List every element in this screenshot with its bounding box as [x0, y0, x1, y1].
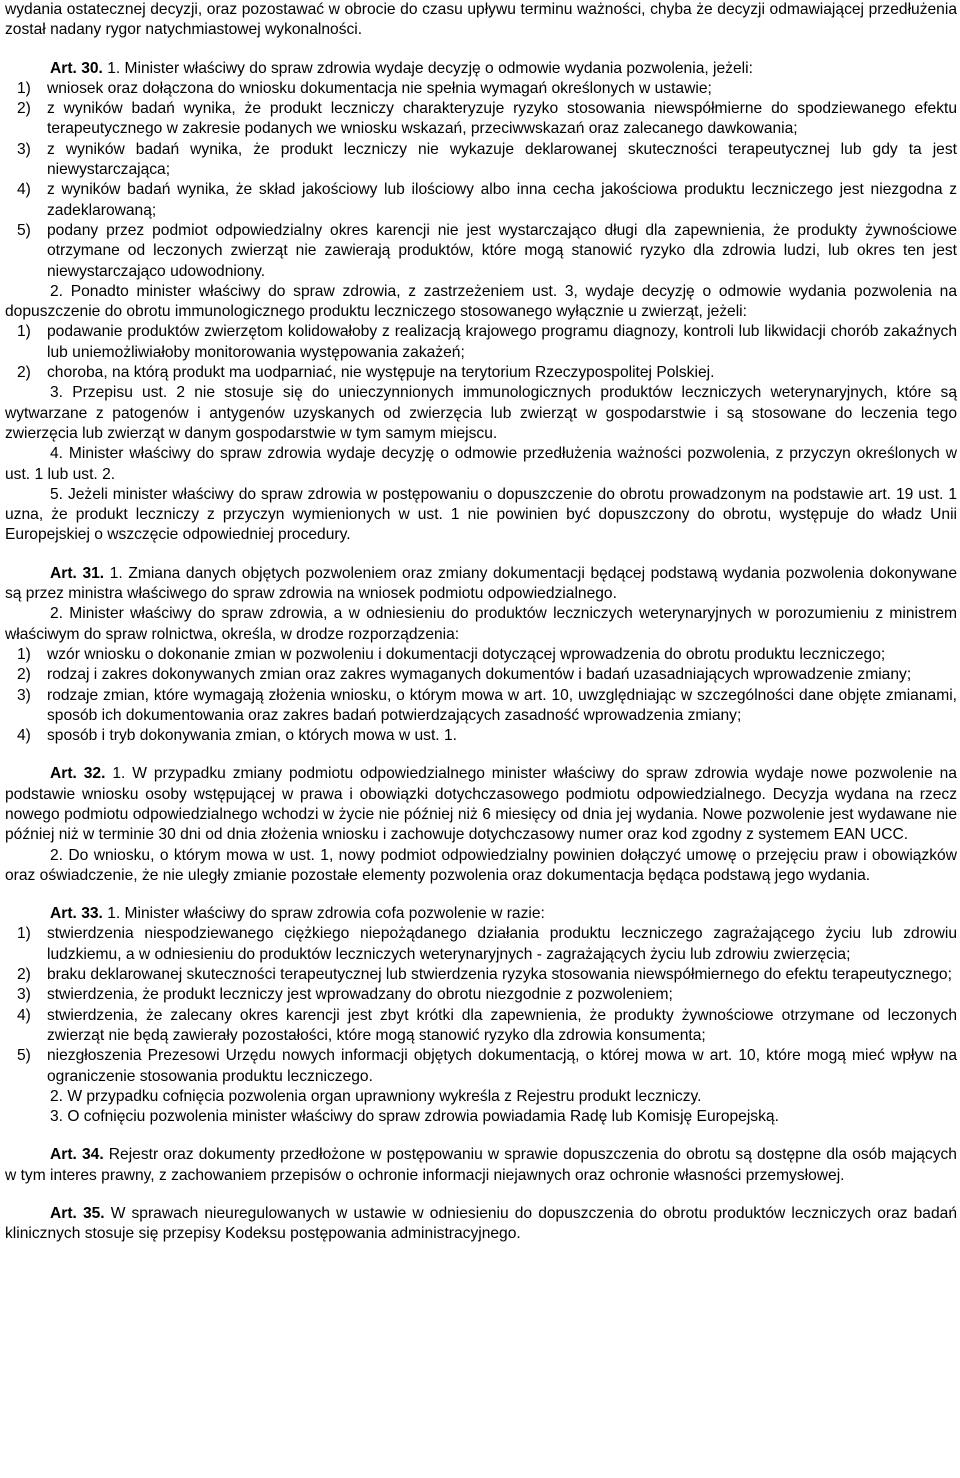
art34-p1-text: Rejestr oraz dokumenty przedłożone w postępowaniu w sprawie dopuszczenia do obrotu są dostępne dla osób mających w tym interes prawny, z zachowaniem przepisów o ochronie informacji niejawnych oraz ochronie własności przemysłowej. — [5, 1146, 957, 1184]
art32-label: Art. 32. — [50, 765, 106, 783]
item-number: 1) — [17, 323, 31, 341]
item-text: stwierdzenia niespodziewanego ciężkiego niepożądanego działania produktu leczniczego zagrażającego życiu lub zdrowiu ludzkiemu, a w odniesieniu do produktów leczniczych weterynaryjnych - zagrażających życiu lub zdrowiu zwierzęcia; — [47, 925, 957, 963]
art33-p1-text: 1. Minister właściwy do spraw zdrowia cofa pozwolenie w razie: — [102, 905, 545, 923]
art30-label: Art. 30. — [50, 59, 103, 77]
item-text: wniosek oraz dołączona do wniosku dokumentacja nie spełnia wymagań określonych w ustawie; — [47, 79, 712, 97]
art34-label: Art. 34. — [50, 1146, 104, 1164]
art33-label: Art. 33. — [50, 905, 103, 923]
item-number: 3) — [17, 986, 31, 1004]
art34-paragraph-1 — [5, 1145, 957, 1186]
art30-list-item — [5, 79, 957, 99]
art30-list-item — [5, 140, 957, 181]
art33-paragraph-2: 2. W przypadku cofnięcia pozwolenia organ uprawniony wykreśla z Rejestru produkt leczniczy. — [50, 1087, 702, 1105]
item-number: 2) — [17, 364, 31, 382]
item-number: 5) — [17, 1047, 31, 1065]
item-text: stwierdzenia, że zalecany okres karencji jest zbyt krótki dla zapewnienia, że produkty żywnościowe otrzymane od leczonych zwierząt nie będą zawierały pozostałości, które mogą stanowić ryzyko dla zdrowia konsumenta; — [47, 1006, 957, 1044]
item-number: 1) — [17, 79, 31, 97]
art31-list-item — [5, 726, 957, 746]
art33-list-item — [5, 1046, 957, 1087]
item-number: 2) — [17, 966, 31, 984]
spacer — [5, 746, 957, 764]
item-text: z wyników badań wynika, że produkt leczniczy nie wykazuje deklarowanej skuteczności terapeutycznej lub gdy ta jest niewystarczająca; — [47, 140, 957, 179]
item-number: 2) — [17, 100, 31, 118]
item-text: braku deklarowanej skuteczności terapeutycznej lub stwierdzenia ryzyka stosowania niewspółmiernego do efektu terapeutycznego; — [47, 966, 952, 984]
art30-list-item — [5, 180, 957, 221]
item-number: 5) — [17, 221, 31, 239]
art31-paragraph-1 — [5, 564, 957, 605]
art30-paragraph-2: 2. Ponadto minister właściwy do spraw zdrowia, z zastrzeżeniem ust. 3, wydaje decyzję o odmowie wydania pozwolenia na dopuszczenie do obrotu immunologicznego produktu leczniczego stosowanego wyłącznie u zwierząt, jeżeli: — [5, 282, 957, 321]
art33-list-item — [5, 965, 957, 985]
item-text: rodzaj i zakres dokonywanych zmian oraz zakres wymaganych dokumentów i badań uzasadniających wprowadzenie zmiany; — [47, 666, 912, 684]
art31-p1-text: 1. Zmiana danych objętych pozwoleniem oraz zmiany dokumentacji będącej podstawą wydania pozwolenia dokonywane są przez ministra właściwego do spraw zdrowia na wniosek podmiotu odpowiedzialnego. — [5, 564, 957, 603]
art33-list-item — [5, 1006, 957, 1047]
art33-list-item — [5, 924, 957, 965]
spacer — [5, 886, 957, 904]
art30-paragraph-1 — [5, 59, 957, 79]
art31-label: Art. 31. — [50, 564, 105, 582]
item-number: 4) — [17, 727, 31, 745]
item-text: sposób i tryb dokonywania zmian, o których mowa w ust. 1. — [47, 727, 457, 745]
art35-paragraph-1 — [5, 1204, 957, 1245]
item-number: 3) — [17, 686, 31, 704]
item-text: stwierdzenia, że produkt leczniczy jest wprowadzany do obrotu niezgodnie z pozwoleniem; — [47, 986, 673, 1004]
art30-list-item — [5, 99, 957, 140]
item-number: 2) — [17, 666, 31, 684]
item-text: z wyników badań wynika, że skład jakościowy lub ilościowy albo inna cecha jakościowa produktu leczniczego jest niezgodna z zadeklarowaną; — [47, 181, 957, 219]
art31-list-item — [5, 665, 957, 685]
item-text: wzór wniosku o dokonanie zmian w pozwoleniu i dokumentacji dotyczącej wprowadzenia do obrotu produktu leczniczego; — [47, 645, 886, 663]
item-number: 1) — [17, 925, 31, 943]
item-text: z wyników badań wynika, że produkt leczniczy charakteryzuje ryzyko stosowania niewspółmierne do spodziewanego efektu terapeutycznego w zakresie podanych we wniosku wskazań, przeciwwskazań oraz zalecanego dawkowania; — [47, 100, 957, 138]
art30-p1-text: 1. Minister właściwy do spraw zdrowia wydaje decyzję o odmowie wydania pozwolenia, jeżeli: — [102, 59, 753, 77]
spacer — [5, 1127, 957, 1145]
art32-p1-text: 1. W przypadku zmiany podmiotu odpowiedzialnego minister właściwy do spraw zdrowia wydaje nowe pozwolenie na podstawie wniosku osoby wstępującej w prawa i obowiązki dotychczasowego podmiotu odpowiedzialnego. Decyzja wydana na rzecz nowego podmiotu odpowiedzialnego wchodzi w życie nie później niż 6 miesięcy od dnia jej wydania. Nowe pozwolenie jest wydawane nie później niż w terminie 30 dni od dnia złożenia wniosku i zachowuje dotychczasowy numer oraz kod zgodny z systemem EAN UCC. — [5, 765, 957, 844]
art30-list-item — [5, 221, 957, 282]
item-text: podany przez podmiot odpowiedzialny okres karencji nie jest wystarczająco długi dla zapewnienia, że produkty żywnościowe otrzymane od leczonych zwierząt nie zawierają produktów, które mogą stanowić ryzyko dla zdrowia ludzi, lub okres ten jest niewystarczająco udowodniony. — [47, 221, 957, 280]
item-number: 1) — [17, 645, 31, 663]
intro-paragraph: wydania ostatecznej decyzji, oraz pozostawać w obrocie do czasu upływu terminu ważności, chyba że decyzji odmawiającej przedłużenia został nadany rygor natychmiastowej wykonalności. — [5, 1, 957, 39]
art33-paragraph-1 — [5, 904, 957, 924]
item-text: choroba, na którą produkt ma uodparniać, nie występuje na terytorium Rzeczypospolitej Polskiej. — [47, 364, 715, 382]
art32-paragraph-2: 2. Do wniosku, o którym mowa w ust. 1, nowy podmiot odpowiedzialny powinien dołączyć umowę o przejęciu praw i obowiązków oraz oświadczenie, że nie uległy zmianie pozostałe elementy pozwolenia oraz dokumentacja będąca podstawą jego wydania. — [5, 846, 957, 884]
art33-paragraph-3: 3. O cofnięciu pozwolenia minister właściwy do spraw zdrowia powiadamia Radę lub Komisję Europejską. — [50, 1108, 779, 1126]
spacer — [5, 41, 957, 59]
art30-paragraph-4: 4. Minister właściwy do spraw zdrowia wydaje decyzję o odmowie przedłużenia ważności pozwolenia, z przyczyn określonych w ust. 1 lub ust. 2. — [5, 445, 957, 483]
item-text: rodzaje zmian, które wymagają złożenia wniosku, o którym mowa w art. 10, uwzględniając w szczególności dane objęte zmianami, sposób ich dokumentowania oraz zakres badań potwierdzających zasadność wprowadzenia zmiany; — [47, 686, 957, 724]
art30-list-item — [5, 322, 957, 363]
art30-list-item — [5, 363, 957, 383]
item-number: 3) — [17, 140, 31, 158]
item-text: podawanie produktów zwierzętom kolidowałoby z realizacją krajowego programu diagnozy, kontroli lub likwidacji chorób zakaźnych lub uniemożliwiałoby monitorowania występowania zakażeń; — [47, 323, 957, 361]
art30-paragraph-3: 3. Przepisu ust. 2 nie stosuje się do unieczynnionych immunologicznych produktów leczniczych weterynaryjnych, które są wytwarzane z patogenów i antygenów uzyskanych od zwierzęcia lub zwierząt w gospodarstwie i są stosowane do leczenia tego zwierzęcia lub zwierząt w danym gospodarstwie w tym samym miejscu. — [5, 384, 957, 442]
art31-paragraph-2: 2. Minister właściwy do spraw zdrowia, a w odniesieniu do produktów leczniczych weterynaryjnych w porozumieniu z ministrem właściwym do spraw rolnictwa, określa, w drodze rozporządzenia: — [5, 605, 957, 643]
item-text: niezgłoszenia Prezesowi Urzędu nowych informacji objętych dokumentacją, o której mowa w art. 10, które mogą mieć wpływ na ograniczenie stosowania produktu leczniczego. — [47, 1047, 957, 1085]
item-number: 4) — [17, 181, 31, 199]
item-number: 4) — [17, 1006, 31, 1024]
art35-label: Art. 35. — [50, 1205, 105, 1223]
art31-list-item — [5, 686, 957, 727]
art31-list-item — [5, 645, 957, 665]
spacer — [5, 1186, 957, 1204]
art32-paragraph-1 — [5, 764, 957, 845]
spacer — [5, 546, 957, 564]
art30-paragraph-5: 5. Jeżeli minister właściwy do spraw zdrowia w postępowaniu o dopuszczenie do obrotu prowadzonym na podstawie art. 19 ust. 1 uzna, że produkt leczniczy z przyczyn wymienionych w ust. 1 nie powinien być dopuszczony do obrotu, występuje do władz Unii Europejskiej o wszczęcie odpowiedniej procedury. — [5, 485, 957, 544]
art35-p1-text: W sprawach nieuregulowanych w ustawie w odniesieniu do dopuszczenia do obrotu produktów leczniczych oraz badań klinicznych stosuje się przepisy Kodeksu postępowania administracyjnego. — [5, 1205, 957, 1243]
art33-list-item — [5, 985, 957, 1005]
